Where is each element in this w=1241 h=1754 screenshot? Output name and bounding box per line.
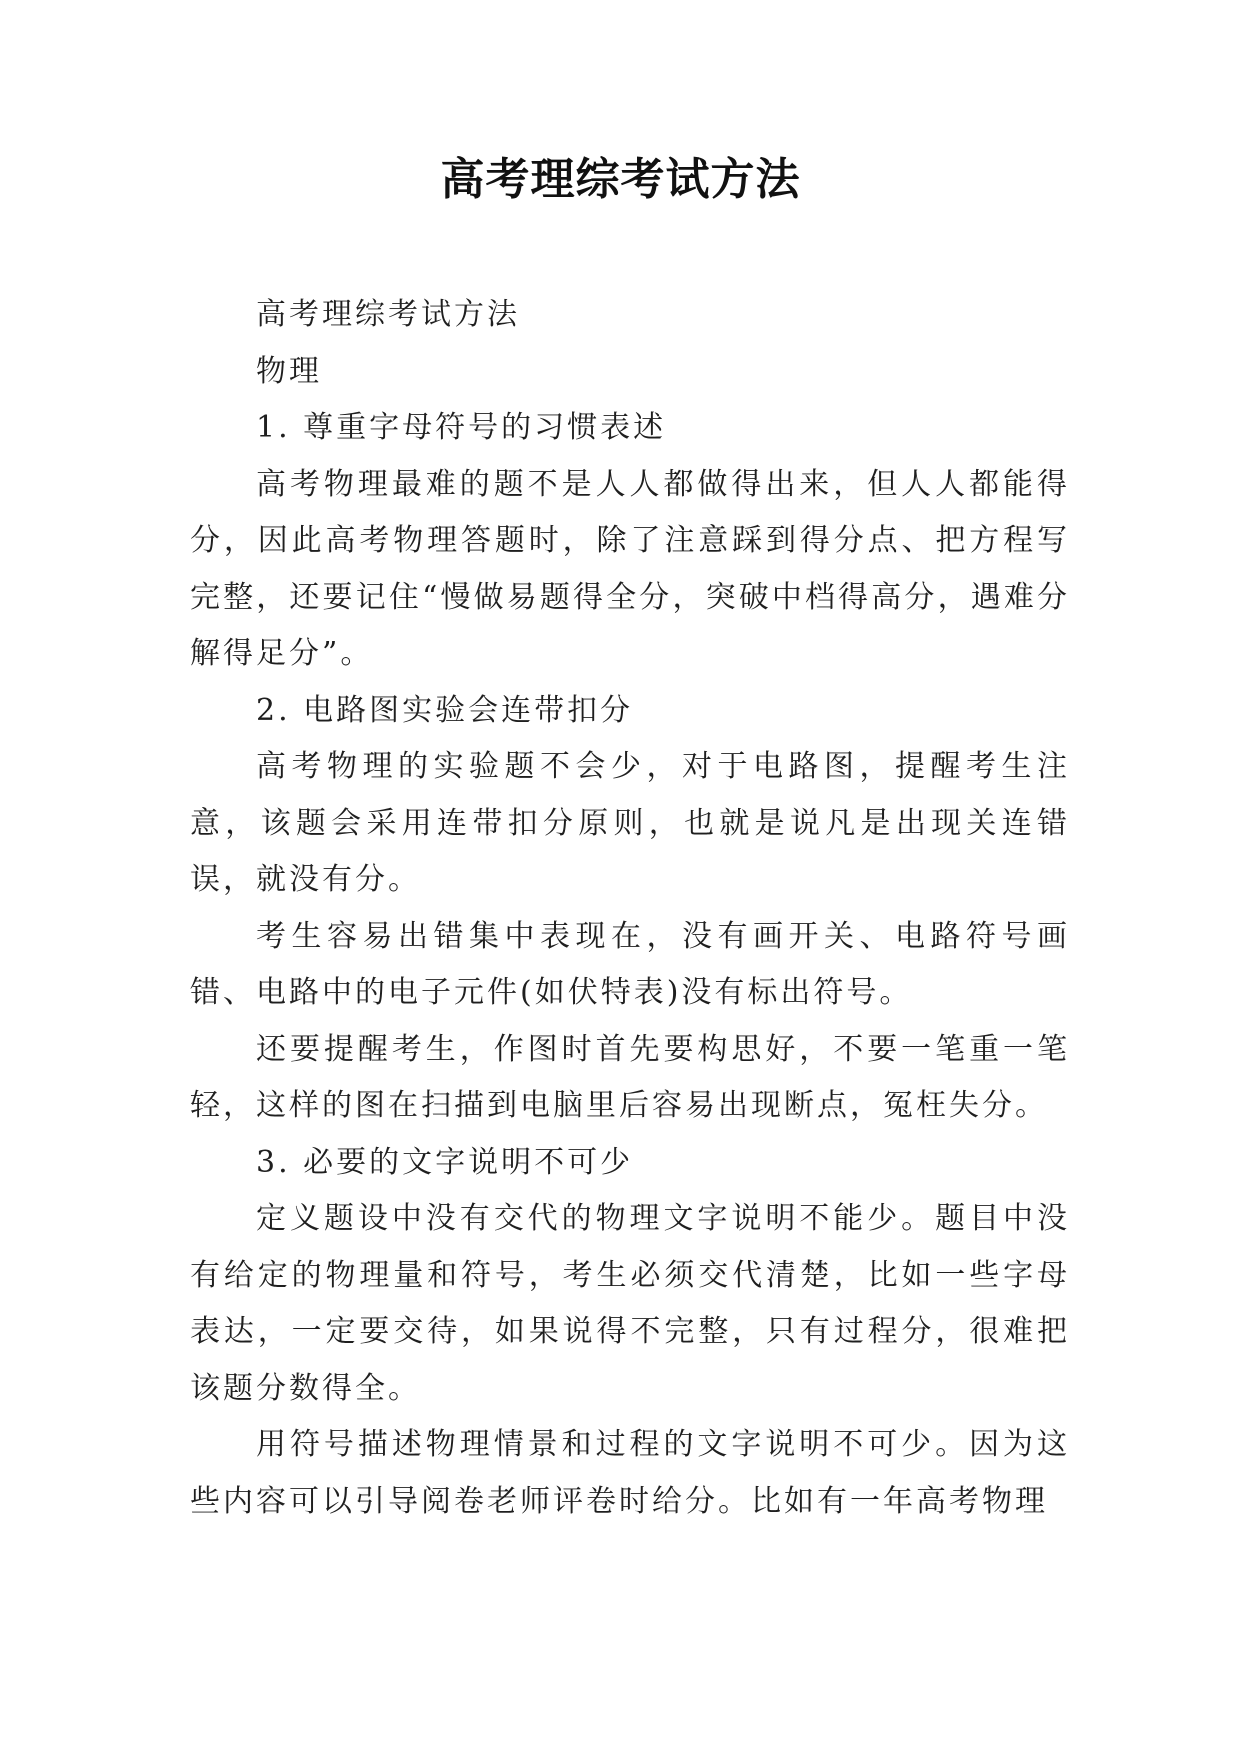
paragraph: 还要提醒考生，作图时首先要构思好，不要一笔重一笔轻，这样的图在扫描到电脑里后容易出现断点，冤枉失分。 bbox=[190, 1031, 1070, 1123]
subsection-2-heading: 2. 电路图实验会连带扣分 bbox=[256, 692, 634, 728]
section-physics-heading: 物理 bbox=[256, 353, 322, 389]
subsection-3-heading: 3. 必要的文字说明不可少 bbox=[256, 1144, 634, 1180]
subsection-1-heading: 1. 尊重字母符号的习惯表述 bbox=[256, 410, 667, 445]
paragraph: 用符号描述物理情景和过程的文字说明不可少。因为这些内容可以引导阅卷老师评卷时给分。比如有一年高考物理 bbox=[190, 1427, 1070, 1519]
document-body bbox=[190, 287, 1070, 1530]
paragraph: 高考物理最难的题不是人人都做得出来，但人人都能得分，因此高考物理答题时，除了注意踩到得分点、把方程写完整，还要记住“慢做易题得全分，突破中档得高分，遇难分解得足分”。 bbox=[190, 466, 1070, 671]
document-title: 高考理综考试方法 bbox=[440, 154, 801, 205]
paragraph: 高考物理的实验题不会少，对于电路图，提醒考生注意，该题会采用连带扣分原则，也就是说凡是出现关连错误，就没有分。 bbox=[190, 749, 1070, 897]
paragraph-heading-repeat: 高考理综考试方法 bbox=[256, 297, 520, 332]
paragraph: 定义题设中没有交代的物理文字说明不能少。题目中没有给定的物理量和符号，考生必须交代清楚，比如一些字母表达，一定要交待，如果说得不完整，只有过程分，很难把该题分数得全。 bbox=[190, 1201, 1070, 1406]
paragraph: 考生容易出错集中表现在，没有画开关、电路符号画错、电路中的电子元件(如伏特表)没有标出符号。 bbox=[190, 918, 1070, 1010]
